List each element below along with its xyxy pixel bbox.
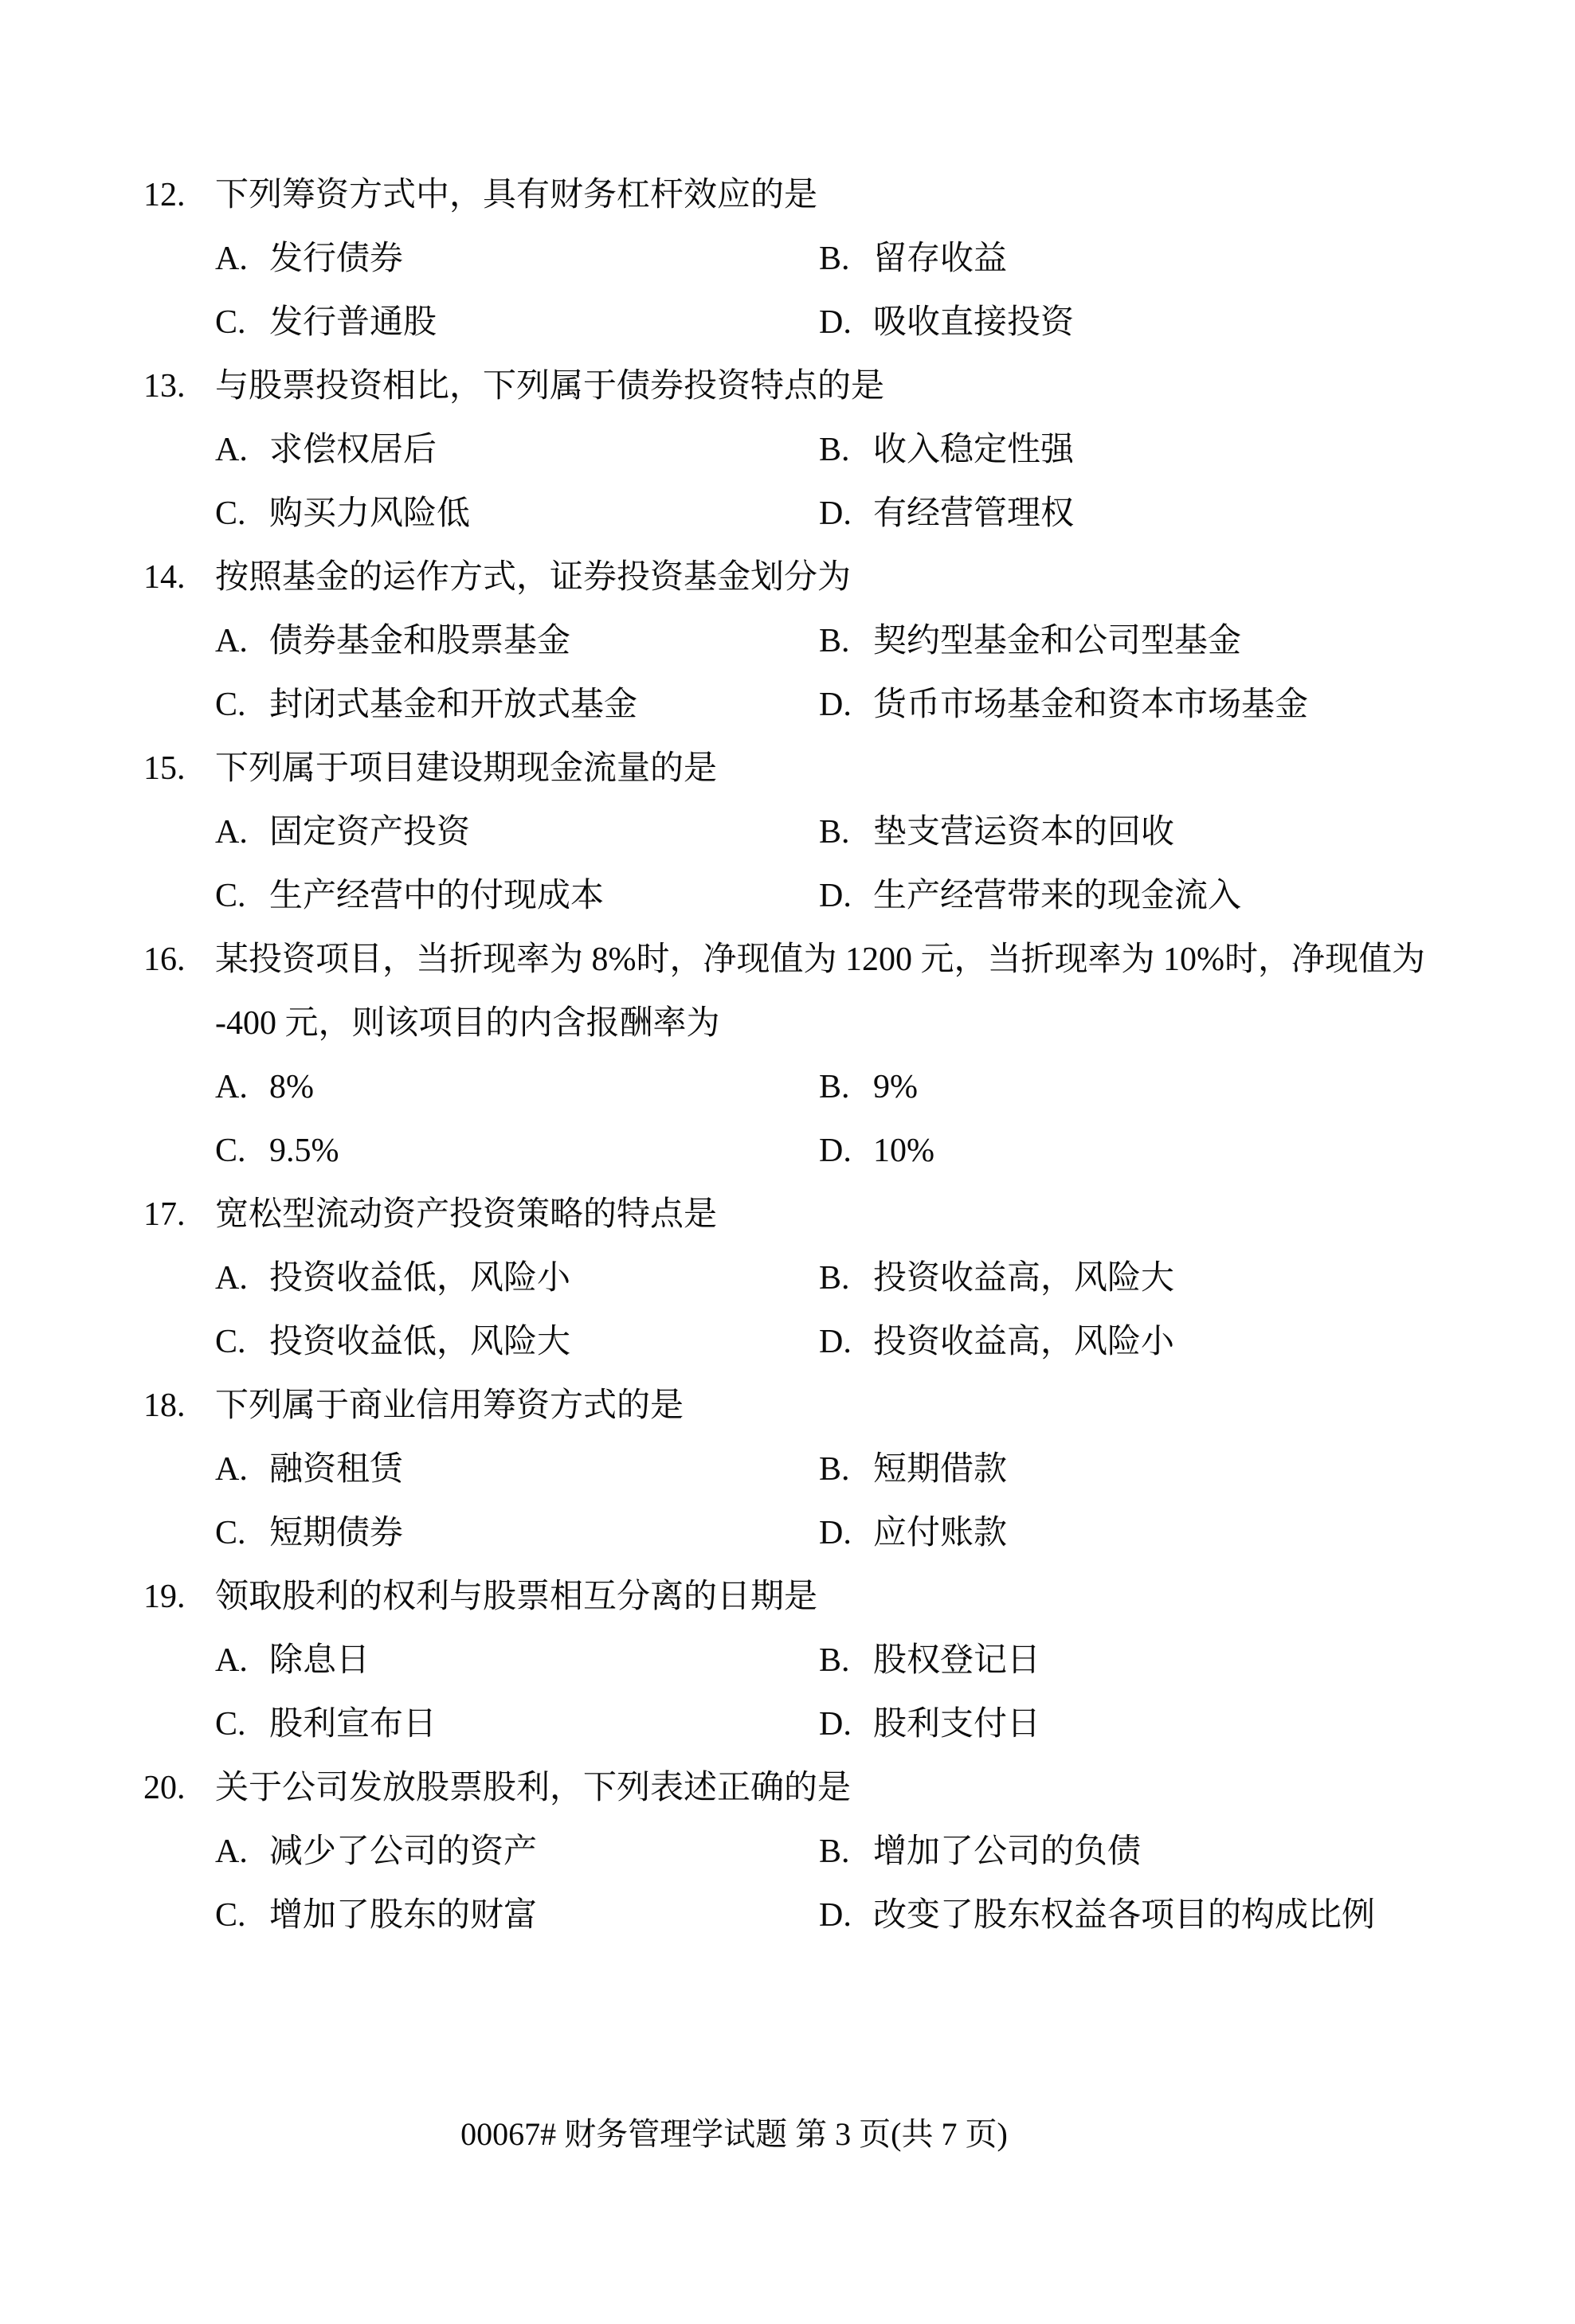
question-20 [0, 1756, 1575, 1947]
question-14 [0, 546, 1575, 737]
option-text: 短期债券 [269, 1515, 404, 1551]
question-text: 某投资项目，当折现率为 8%时，净现值为 1200 元，当折现率为 10%时，净现值为 [215, 941, 1425, 978]
option-a [215, 1055, 819, 1119]
option-b [819, 1438, 1007, 1501]
option-d [819, 864, 1241, 928]
option-a [215, 227, 819, 291]
question-line [0, 1565, 1575, 1629]
option-text: 8% [269, 1069, 314, 1105]
option-c [215, 291, 819, 354]
page-footer: 00067# 财务管理学试题 第 3 页(共 7 页) [460, 2116, 1008, 2152]
option-label: C. [215, 1133, 246, 1169]
option-label: B. [819, 432, 850, 468]
question-19 [0, 1565, 1575, 1756]
option-row [0, 1119, 1575, 1183]
question-17 [0, 1183, 1575, 1374]
option-label: A. [215, 432, 248, 468]
option-row [0, 1055, 1575, 1119]
option-a [215, 418, 819, 482]
option-text: 增加了公司的负债 [873, 1833, 1142, 1870]
question-line [0, 1374, 1575, 1438]
question-text: 与股票投资相比，下列属于债券投资特点的是 [215, 368, 885, 405]
question-text: 关于公司发放股票股利，下列表述正确的是 [215, 1770, 852, 1806]
option-d [819, 1119, 934, 1183]
option-c [215, 1692, 819, 1756]
option-d [819, 1501, 1007, 1565]
option-text: 契约型基金和公司型基金 [873, 623, 1242, 659]
option-b [819, 1629, 1040, 1692]
option-row [0, 1820, 1575, 1884]
option-text: 投资收益低，风险小 [269, 1260, 571, 1297]
option-text: 垫支营运资本的回收 [873, 814, 1175, 851]
option-d [819, 482, 1074, 546]
option-row [0, 864, 1575, 928]
option-label: D. [819, 1133, 852, 1169]
option-c [215, 864, 819, 928]
question-line [0, 1756, 1575, 1820]
option-c [215, 1501, 819, 1565]
option-row [0, 291, 1575, 354]
option-row [0, 1629, 1575, 1692]
option-text: 10% [873, 1133, 934, 1169]
option-b [819, 1246, 1174, 1310]
option-b [819, 1055, 918, 1119]
option-label: B. [819, 241, 850, 277]
question-16 [0, 928, 1575, 1183]
question-number: 15. [143, 750, 186, 787]
question-line [0, 163, 1575, 227]
option-d [819, 1310, 1174, 1374]
option-b [819, 227, 1007, 291]
question-line [0, 737, 1575, 800]
option-label: C. [215, 687, 246, 723]
option-label: D. [819, 304, 852, 341]
option-a [215, 800, 819, 864]
question-text-continuation: -400 元，则该项目的内含报酬率为 [215, 1005, 720, 1042]
option-text: 生产经营带来的现金流入 [873, 878, 1242, 914]
option-b [819, 800, 1174, 864]
option-label: B. [819, 1642, 850, 1679]
question-number: 12. [143, 177, 186, 213]
option-c [215, 1310, 819, 1374]
question-18 [0, 1374, 1575, 1565]
option-row [0, 1884, 1575, 1947]
option-b [819, 609, 1241, 673]
option-text: 应付账款 [873, 1515, 1008, 1551]
question-13 [0, 354, 1575, 546]
option-c [215, 1884, 819, 1947]
question-line [0, 546, 1575, 609]
option-text: 购买力风险低 [269, 495, 471, 532]
question-line [0, 1183, 1575, 1246]
option-label: C. [215, 1324, 246, 1360]
question-text: 领取股利的权利与股票相互分离的日期是 [215, 1579, 818, 1615]
question-number: 19. [143, 1579, 186, 1615]
option-text: 融资租赁 [269, 1451, 404, 1488]
option-row [0, 1501, 1575, 1565]
option-label: B. [819, 1069, 850, 1105]
option-text: 增加了股东的财富 [269, 1897, 538, 1934]
option-a [215, 1629, 819, 1692]
option-label: B. [819, 1451, 850, 1488]
question-number: 18. [143, 1387, 186, 1424]
option-text: 生产经营中的付现成本 [269, 878, 605, 914]
option-label: A. [215, 1260, 248, 1297]
option-a [215, 1438, 819, 1501]
option-text: 投资收益低，风险大 [269, 1324, 571, 1360]
option-label: B. [819, 1260, 850, 1297]
question-number: 16. [143, 941, 186, 978]
option-text: 改变了股东权益各项目的构成比例 [873, 1897, 1376, 1934]
option-label: A. [215, 1451, 248, 1488]
option-label: A. [215, 814, 248, 851]
option-row [0, 1310, 1575, 1374]
question-number: 13. [143, 368, 186, 405]
option-text: 求偿权居后 [269, 432, 437, 468]
option-label: D. [819, 878, 852, 914]
option-text: 封闭式基金和开放式基金 [269, 687, 638, 723]
option-text: 留存收益 [873, 241, 1008, 277]
option-a [215, 1820, 819, 1884]
option-label: B. [819, 1833, 850, 1870]
option-text: 短期借款 [873, 1451, 1008, 1488]
option-row [0, 609, 1575, 673]
question-line [0, 928, 1575, 992]
question-number: 14. [143, 559, 186, 596]
question-text: 宽松型流动资产投资策略的特点是 [215, 1196, 718, 1233]
option-text: 股利宣布日 [269, 1706, 437, 1743]
option-a [215, 1246, 819, 1310]
option-c [215, 1119, 819, 1183]
option-text: 吸收直接投资 [873, 304, 1075, 341]
option-label: D. [819, 1515, 852, 1551]
option-row [0, 1246, 1575, 1310]
option-label: A. [215, 241, 248, 277]
option-row [0, 673, 1575, 737]
option-label: A. [215, 1642, 248, 1679]
question-text: 按照基金的运作方式，证券投资基金划分为 [215, 559, 852, 596]
option-label: C. [215, 1706, 246, 1743]
option-text: 收入稳定性强 [873, 432, 1075, 468]
option-text: 股利支付日 [873, 1706, 1041, 1743]
option-label: C. [215, 495, 246, 532]
option-label: B. [819, 623, 850, 659]
option-text: 货币市场基金和资本市场基金 [873, 687, 1309, 723]
option-text: 有经营管理权 [873, 495, 1075, 532]
question-text: 下列筹资方式中，具有财务杠杆效应的是 [215, 177, 818, 213]
option-label: A. [215, 1833, 248, 1870]
option-row [0, 800, 1575, 864]
option-a [215, 609, 819, 673]
option-row [0, 482, 1575, 546]
option-text: 投资收益高，风险大 [873, 1260, 1175, 1297]
question-number: 17. [143, 1196, 186, 1233]
option-text: 9% [873, 1069, 918, 1105]
option-c [215, 673, 819, 737]
option-label: D. [819, 1324, 852, 1360]
question-15 [0, 737, 1575, 928]
option-label: C. [215, 304, 246, 341]
option-label: D. [819, 495, 852, 532]
option-label: A. [215, 623, 248, 659]
option-text: 投资收益高，风险小 [873, 1324, 1175, 1360]
question-12 [0, 163, 1575, 354]
option-text: 固定资产投资 [269, 814, 471, 851]
option-d [819, 673, 1308, 737]
option-label: A. [215, 1069, 248, 1105]
question-text: 下列属于项目建设期现金流量的是 [215, 750, 718, 787]
question-text: 下列属于商业信用筹资方式的是 [215, 1387, 684, 1424]
question-number: 20. [143, 1770, 186, 1806]
option-row [0, 1692, 1575, 1756]
option-text: 股权登记日 [873, 1642, 1041, 1679]
question-line [0, 354, 1575, 418]
option-label: D. [819, 687, 852, 723]
option-text: 除息日 [269, 1642, 370, 1679]
option-b [819, 1820, 1141, 1884]
option-text: 发行债券 [269, 241, 404, 277]
option-label: C. [215, 1515, 246, 1551]
option-d [819, 1884, 1375, 1947]
option-label: D. [819, 1897, 852, 1934]
option-label: B. [819, 814, 850, 851]
option-c [215, 482, 819, 546]
option-row [0, 227, 1575, 291]
option-d [819, 291, 1074, 354]
option-row [0, 418, 1575, 482]
option-label: D. [819, 1706, 852, 1743]
option-text: 债券基金和股票基金 [269, 623, 571, 659]
option-label: C. [215, 1897, 246, 1934]
option-text: 9.5% [269, 1133, 339, 1169]
option-text: 减少了公司的资产 [269, 1833, 538, 1870]
option-text: 发行普通股 [269, 304, 437, 341]
option-d [819, 1692, 1040, 1756]
option-b [819, 418, 1074, 482]
option-row [0, 1438, 1575, 1501]
option-label: C. [215, 878, 246, 914]
